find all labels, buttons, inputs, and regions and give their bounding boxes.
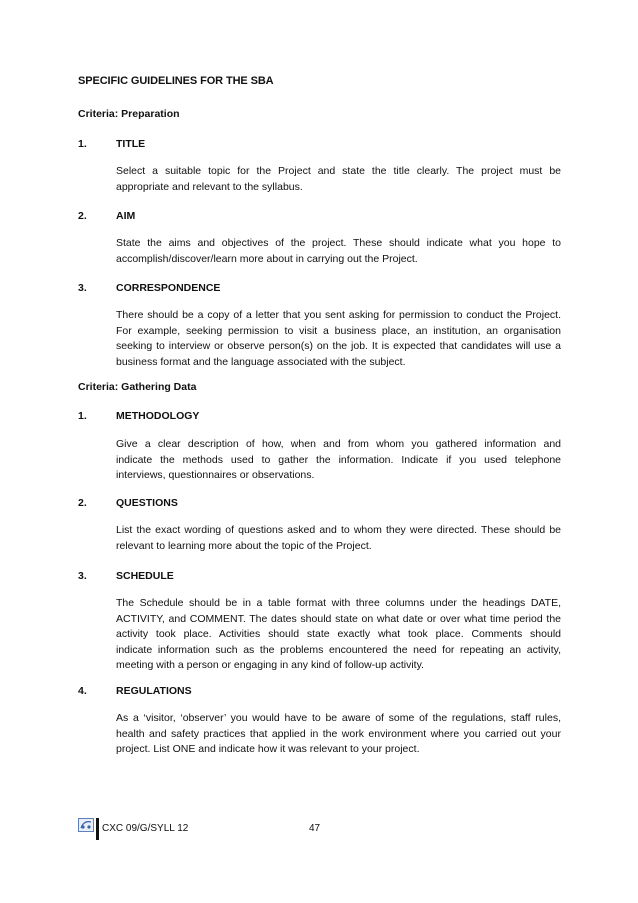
- paragraph-line: Select a suitable topic for the Project and state the title clearly. The project must be: [116, 165, 561, 177]
- item-heading-title: TITLE: [116, 138, 146, 150]
- paragraph-line: interviews, questionnaires or observations.: [116, 469, 315, 481]
- paragraph-line: accomplish/discover/learn more about in carrying out the Project.: [116, 252, 418, 265]
- footer-syllabus-code: CXC 09/G/SYLL 12: [102, 823, 189, 834]
- item-heading-methodology: METHODOLOGY: [116, 410, 200, 422]
- item-paragraph-title: [116, 164, 561, 195]
- footer-page-number: 47: [309, 823, 321, 834]
- cxc-logo-icon: [78, 818, 94, 832]
- item-number: 2.: [78, 210, 87, 222]
- item-paragraph-aim: [116, 236, 561, 267]
- paragraph-line: There should be a copy of a letter that you sent asking for permission to conduct the Project.: [116, 309, 561, 321]
- paragraph-line: The Schedule should be in a table format with three columns under the headings DATE,: [116, 597, 561, 609]
- paragraph-line: For example, seeking permission to visit a business place, an institution, an organisation: [116, 324, 561, 337]
- item-paragraph-correspondence: [116, 308, 561, 370]
- paragraph-line: indicate the methods used to gather the information. Indicate if you used telephone: [116, 453, 561, 466]
- paragraph-line: State the aims and objectives of the project. These should indicate what you hope to: [116, 237, 561, 249]
- item-paragraph-schedule: [116, 596, 561, 674]
- item-number: 3.: [78, 282, 87, 294]
- paragraph-line: project. List ONE and indicate how it was relevant to your project.: [116, 743, 420, 755]
- criteria-heading-gathering-data: Criteria: Gathering Data: [78, 381, 197, 393]
- paragraph-line: appropriate and relevant to the syllabus.: [116, 180, 303, 193]
- footer-divider: [96, 818, 99, 840]
- page-title: SPECIFIC GUIDELINES FOR THE SBA: [78, 75, 274, 87]
- paragraph-line: indicate information such as the problems encountered the need for repeating an activity,: [116, 643, 561, 656]
- item-heading-correspondence: CORRESPONDENCE: [116, 282, 221, 294]
- item-heading-questions: QUESTIONS: [116, 497, 178, 509]
- item-heading-schedule: SCHEDULE: [116, 570, 174, 582]
- paragraph-line: As a ‘visitor, ‘observer’ you would have to be aware of some of the regulations, staff rules,: [116, 712, 561, 724]
- criteria-heading-preparation: Criteria: Preparation: [78, 108, 180, 120]
- item-paragraph-regulations: [116, 711, 561, 758]
- item-number: 1.: [78, 410, 87, 422]
- item-number: 3.: [78, 570, 87, 582]
- paragraph-line: relevant to learning more about the topic of the Project.: [116, 539, 372, 552]
- paragraph-line: meeting with a person or engaging in any kind of follow-up activity.: [116, 659, 424, 671]
- item-paragraph-questions: [116, 523, 561, 554]
- paragraph-line: seeking to interview or observe person(s) on the job. It is expected that candidates will use a: [116, 340, 561, 352]
- paragraph-line: List the exact wording of questions asked and to whom they were directed. These should be: [116, 524, 561, 536]
- paragraph-line: business format and the language associated with the subject.: [116, 355, 406, 368]
- paragraph-line: Give a clear description of how, when and from whom you gathered information and: [116, 438, 561, 450]
- paragraph-line: ACTIVITY, and COMMENT. The dates should state on what date or over what time period the: [116, 612, 561, 625]
- paragraph-line: health and safety practices that applied in the work environment where you carried out your: [116, 727, 561, 740]
- paragraph-line: activity took place. Activities should state exactly what took place. Comments should: [116, 628, 561, 640]
- item-paragraph-methodology: [116, 437, 561, 484]
- item-number: 1.: [78, 138, 87, 150]
- item-heading-regulations: REGULATIONS: [116, 685, 192, 697]
- item-number: 4.: [78, 685, 87, 697]
- item-heading-aim: AIM: [116, 210, 136, 222]
- item-number: 2.: [78, 497, 87, 509]
